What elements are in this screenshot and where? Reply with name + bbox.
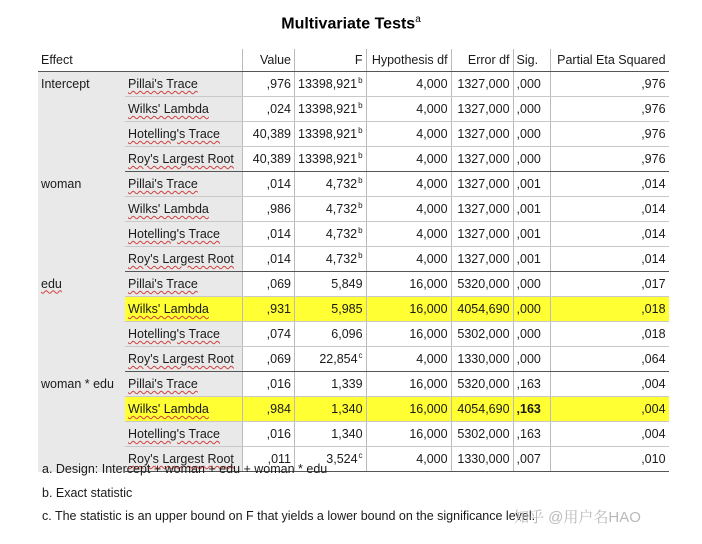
statistic-label-text: Hotelling's Trace [128,127,221,141]
header-partial-eta-squared: Partial Eta Squared [550,49,669,72]
hypothesis-df-cell-text: 16,000 [409,327,448,341]
header-value: Value [243,49,295,72]
f-cell-text: 13398,921 [298,102,358,117]
partial-eta-squared-cell-text: ,976 [641,102,666,116]
f-cell [295,122,367,147]
error-df-cell [451,222,513,247]
value-cell-text: ,069 [266,352,291,366]
sig-cell [513,422,550,447]
value-cell-text: ,016 [266,377,291,391]
sig-cell [513,347,550,372]
value-cell-text: ,931 [266,302,291,316]
hypothesis-df-cell [366,197,451,222]
partial-eta-squared-cell-text: ,014 [641,252,666,266]
hypothesis-df-cell [366,97,451,122]
table-row [38,322,669,347]
table-row [38,272,669,297]
partial-eta-squared-cell-text: ,976 [641,77,666,91]
partial-eta-squared-cell [550,97,669,122]
partial-eta-squared-cell [550,147,669,172]
value-cell-text: ,074 [266,327,291,341]
value-cell [243,147,295,172]
effect-label: Intercept [38,72,125,172]
value-cell [243,172,295,197]
statistic-label [125,247,243,272]
table-row [38,347,669,372]
statistic-label [125,147,243,172]
hypothesis-df-cell-text: 4,000 [416,127,448,141]
partial-eta-squared-cell [550,72,669,97]
f-cell [295,172,367,197]
table-row [38,372,669,397]
error-df-cell [451,172,513,197]
hypothesis-df-cell [366,247,451,272]
f-cell [295,397,367,422]
hypothesis-df-cell [366,122,451,147]
statistic-label-text: Wilks' Lambda [128,302,209,316]
statistic-label-text: Pillai's Trace [128,177,198,191]
partial-eta-squared-cell [550,372,669,397]
hypothesis-df-cell-text: 16,000 [409,427,448,441]
sig-cell-text: ,163 [516,377,541,391]
statistic-label-text: Wilks' Lambda [128,102,209,116]
value-cell-text: ,016 [266,427,291,441]
f-footnote-mark: b [358,201,363,211]
error-df-cell-text: 4054,690 [457,402,510,416]
statistic-label-text: Roy's Largest Root [128,452,234,466]
footnote-a: a. Design: Intercept + woman + edu + woman * edu [42,462,328,476]
f-cell-text: 1,339 [331,377,363,391]
statistic-label-text: Wilks' Lambda [128,202,209,216]
header-row [38,49,669,72]
table-row [38,172,669,197]
statistic-label [125,72,243,97]
partial-eta-squared-cell-text: ,004 [641,377,666,391]
value-cell-text: ,014 [266,177,291,191]
f-footnote-mark: b [358,101,363,111]
sig-cell-text: ,007 [516,452,541,466]
f-cell [295,297,367,322]
error-df-cell-text: 1327,000 [457,102,510,116]
statistic-label [125,197,243,222]
partial-eta-squared-cell-text: ,014 [641,202,666,216]
f-cell [295,197,367,222]
partial-eta-squared-cell-text: ,018 [641,302,666,316]
f-footnote-mark: c [358,451,363,461]
f-cell-text: 13398,921 [298,127,358,142]
value-cell [243,422,295,447]
partial-eta-squared-cell [550,222,669,247]
statistic-label [125,422,243,447]
hypothesis-df-cell-text: 16,000 [409,402,448,416]
table-body [38,72,669,472]
f-cell-text: 13398,921 [298,152,358,167]
error-df-cell-text: 5302,000 [457,327,510,341]
value-cell [243,247,295,272]
title-footnote-mark: a [415,14,421,25]
partial-eta-squared-cell-text: ,014 [641,227,666,241]
error-df-cell-text: 1327,000 [457,77,510,91]
statistic-label-text: Pillai's Trace [128,377,198,391]
value-cell [243,372,295,397]
error-df-cell [451,72,513,97]
hypothesis-df-cell [366,72,451,97]
hypothesis-df-cell-text: 4,000 [416,77,448,91]
f-cell-text: 4,732 [325,252,358,267]
hypothesis-df-cell [366,172,451,197]
error-df-cell [451,372,513,397]
sig-cell [513,222,550,247]
sig-cell [513,122,550,147]
header-sig: Sig. [513,49,550,72]
error-df-cell [451,147,513,172]
value-cell-text: 40,389 [252,152,291,166]
error-df-cell [451,397,513,422]
partial-eta-squared-cell [550,347,669,372]
sig-cell-text: ,001 [516,252,541,266]
hypothesis-df-cell-text: 16,000 [409,277,448,291]
hypothesis-df-cell-text: 4,000 [416,152,448,166]
statistic-label [125,97,243,122]
hypothesis-df-cell [366,397,451,422]
partial-eta-squared-cell [550,422,669,447]
error-df-cell-text: 4054,690 [457,302,510,316]
partial-eta-squared-cell [550,272,669,297]
table-row [38,422,669,447]
hypothesis-df-cell-text: 4,000 [416,352,448,366]
header-hypothesis-df: Hypothesis df [366,49,451,72]
f-cell [295,372,367,397]
table-title [0,14,702,33]
error-df-cell [451,247,513,272]
sig-cell [513,372,550,397]
hypothesis-df-cell [366,447,451,472]
statistic-label [125,397,243,422]
sig-cell-text: ,000 [516,352,541,366]
sig-cell-text: ,000 [516,152,541,166]
table-row [38,222,669,247]
statistic-label [125,122,243,147]
f-cell-text: 4,732 [325,177,358,192]
statistic-label [125,172,243,197]
value-cell [243,347,295,372]
statistic-label-text: Roy's Largest Root [128,152,234,166]
partial-eta-squared-cell-text: ,004 [641,427,666,441]
statistic-label [125,322,243,347]
value-cell-text: ,069 [266,277,291,291]
title-text: Multivariate Tests [281,15,416,33]
table-row [38,247,669,272]
value-cell-text: ,014 [266,252,291,266]
hypothesis-df-cell [366,422,451,447]
header-effect: Effect [38,49,243,72]
watermark: 知乎 @用户名HAO [514,509,641,526]
value-cell [243,297,295,322]
f-cell [295,272,367,297]
f-cell [295,72,367,97]
partial-eta-squared-cell-text: ,010 [641,452,666,466]
partial-eta-squared-cell-text: ,014 [641,177,666,191]
sig-cell [513,397,550,422]
f-cell [295,247,367,272]
f-cell-text: 13398,921 [298,77,358,92]
effect-label: woman [38,172,125,272]
sig-cell-text: ,163 [516,402,541,416]
statistic-label-text: Hotelling's Trace [128,427,221,441]
statistic-label-text: Roy's Largest Root [128,352,234,366]
f-footnote-mark: c [358,351,363,361]
value-cell [243,322,295,347]
value-cell [243,397,295,422]
partial-eta-squared-cell [550,122,669,147]
hypothesis-df-cell-text: 4,000 [416,227,448,241]
sig-cell-text: ,000 [516,277,541,291]
hypothesis-df-cell-text: 4,000 [416,102,448,116]
partial-eta-squared-cell-text: ,017 [641,277,666,291]
error-df-cell [451,447,513,472]
value-cell-text: ,984 [266,402,291,416]
error-df-cell-text: 1327,000 [457,252,510,266]
statistic-label [125,372,243,397]
sig-cell-text: ,001 [516,202,541,216]
partial-eta-squared-cell-text: ,976 [641,152,666,166]
table-row [38,97,669,122]
hypothesis-df-cell [366,372,451,397]
error-df-cell-text: 5320,000 [457,377,510,391]
partial-eta-squared-cell-text: ,018 [641,327,666,341]
partial-eta-squared-cell [550,247,669,272]
partial-eta-squared-cell [550,172,669,197]
value-cell [243,222,295,247]
sig-cell [513,272,550,297]
value-cell-text: ,011 [267,452,291,466]
sig-cell [513,147,550,172]
f-cell-text: 3,524 [326,452,358,467]
f-cell-text: 5,985 [331,302,363,316]
sig-cell [513,172,550,197]
table-row [38,397,669,422]
sig-cell [513,97,550,122]
header-error-df: Error df [451,49,513,72]
value-cell [243,122,295,147]
value-cell [243,97,295,122]
statistic-label-text: Hotelling's Trace [128,327,221,341]
sig-cell-text: ,000 [516,327,541,341]
f-cell [295,222,367,247]
hypothesis-df-cell [366,147,451,172]
sig-cell [513,197,550,222]
error-df-cell [451,297,513,322]
table-row [38,297,669,322]
statistic-label-text: Pillai's Trace [128,277,198,291]
partial-eta-squared-cell [550,397,669,422]
hypothesis-df-cell [366,222,451,247]
f-cell-text: 1,340 [331,402,363,416]
sig-cell [513,297,550,322]
sig-cell [513,447,550,472]
hypothesis-df-cell-text: 16,000 [409,377,448,391]
f-cell-text: 4,732 [325,227,358,242]
value-cell [243,272,295,297]
value-cell-text: ,986 [266,202,291,216]
value-cell-text: ,024 [266,102,291,116]
header-f: F [295,49,367,72]
error-df-cell [451,322,513,347]
effect-label-text: edu [41,276,62,291]
statistic-label [125,222,243,247]
f-footnote-mark: b [358,151,363,161]
error-df-cell-text: 1327,000 [457,227,510,241]
statistic-label-text: Wilks' Lambda [128,402,209,416]
statistic-label-text: Hotelling's Trace [128,227,221,241]
statistic-label-text: Pillai's Trace [128,77,198,91]
error-df-cell-text: 1327,000 [457,202,510,216]
hypothesis-df-cell [366,272,451,297]
table-row [38,197,669,222]
sig-cell-text: ,163 [516,427,541,441]
sig-cell-text: ,000 [516,302,541,316]
error-df-cell [451,197,513,222]
hypothesis-df-cell-text: 16,000 [409,302,448,316]
error-df-cell-text: 1330,000 [457,352,510,366]
f-cell-text: 6,096 [331,327,363,341]
f-cell-text: 4,732 [325,202,358,217]
error-df-cell [451,422,513,447]
error-df-cell [451,122,513,147]
error-df-cell-text: 1327,000 [457,177,510,191]
sig-cell [513,247,550,272]
error-df-cell-text: 5320,000 [457,277,510,291]
f-cell [295,347,367,372]
f-cell [295,97,367,122]
f-footnote-mark: b [358,226,363,236]
hypothesis-df-cell [366,322,451,347]
hypothesis-df-cell [366,347,451,372]
value-cell [243,197,295,222]
f-cell [295,422,367,447]
f-cell [295,147,367,172]
f-footnote-mark: b [358,176,363,186]
f-cell-text: 5,849 [331,277,363,291]
partial-eta-squared-cell-text: ,004 [641,402,666,416]
sig-cell-text: ,000 [516,127,541,141]
error-df-cell-text: 5302,000 [457,427,510,441]
partial-eta-squared-cell [550,197,669,222]
sig-cell-text: ,001 [516,227,541,241]
statistic-label [125,347,243,372]
sig-cell [513,72,550,97]
f-cell-text: 1,340 [331,427,363,441]
hypothesis-df-cell-text: 4,000 [416,177,448,191]
error-df-cell-text: 1327,000 [457,152,510,166]
hypothesis-df-cell-text: 4,000 [416,202,448,216]
sig-cell-text: ,000 [516,77,541,91]
table-row [38,72,669,97]
error-df-cell [451,347,513,372]
sig-cell-text: ,000 [516,102,541,116]
effect-label [38,272,125,372]
error-df-cell [451,97,513,122]
partial-eta-squared-cell-text: ,064 [641,352,666,366]
hypothesis-df-cell-text: 4,000 [416,252,448,266]
sig-cell [513,322,550,347]
value-cell-text: ,014 [266,227,291,241]
footnote-b: b. Exact statistic [42,486,133,500]
statistic-label [125,297,243,322]
partial-eta-squared-cell [550,447,669,472]
f-footnote-mark: b [358,126,363,136]
hypothesis-df-cell-text: 4,000 [416,452,448,466]
f-cell [295,322,367,347]
value-cell-text: ,976 [266,77,291,91]
error-df-cell-text: 1327,000 [457,127,510,141]
error-df-cell-text: 1330,000 [457,452,510,466]
statistic-label [125,272,243,297]
statistic-label-text: Roy's Largest Root [128,252,234,266]
f-footnote-mark: b [358,251,363,261]
table-row [38,147,669,172]
value-cell-text: 40,389 [252,127,291,141]
hypothesis-df-cell [366,297,451,322]
f-footnote-mark: b [358,76,363,86]
partial-eta-squared-cell [550,322,669,347]
value-cell [243,72,295,97]
footnote-c: c. The statistic is an upper bound on F that yields a lower bound on the significance level. [42,509,536,523]
effect-label: woman * edu [38,372,125,472]
multivariate-tests-table [38,49,669,472]
f-cell-text: 22,854 [319,352,358,367]
sig-cell-text: ,001 [516,177,541,191]
table-row [38,122,669,147]
partial-eta-squared-cell-text: ,976 [641,127,666,141]
partial-eta-squared-cell [550,297,669,322]
error-df-cell [451,272,513,297]
